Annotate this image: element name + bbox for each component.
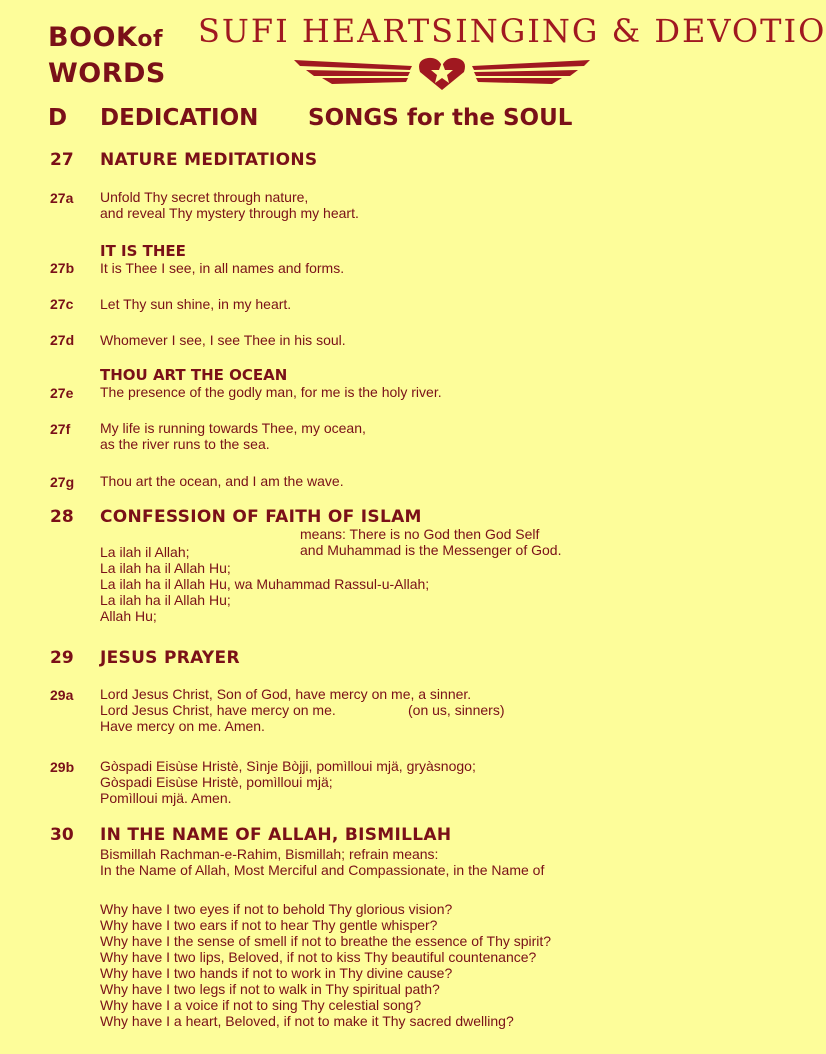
verse-line: Why have I two legs if not to walk in Thy spiritual path? xyxy=(100,981,440,997)
verse-number-29b: 29b xyxy=(50,759,75,775)
meaning-line: and Muhammad is the Messenger of God. xyxy=(300,542,562,558)
section-title: DEDICATION xyxy=(100,105,259,131)
subtitle-it-is-thee: IT IS THEE xyxy=(100,242,186,260)
book-word: BOOK xyxy=(48,22,138,53)
verse-line: Lord Jesus Christ, have mercy on me. xyxy=(100,702,336,718)
verse-line: Allah Hu; xyxy=(100,608,157,624)
verse-27f xyxy=(100,420,366,452)
winged-heart-icon xyxy=(292,52,592,92)
verse-line: Let Thy sun shine, in my heart. xyxy=(100,296,292,312)
words-title: WORDS xyxy=(48,58,166,89)
verse-number-27a: 27a xyxy=(50,190,74,206)
verse-line: Why have I a voice if not to sing Thy celestial song? xyxy=(100,997,422,1013)
verse-line: La ilah ha il Allah Hu; xyxy=(100,592,231,608)
verse-line: Why have I a heart, Beloved, if not to make it Thy sacred dwelling? xyxy=(100,1013,514,1029)
section-letter: D xyxy=(48,105,68,131)
verse-line: Unfold Thy secret through nature, xyxy=(100,189,309,205)
verse-29a-note: (on us, sinners) xyxy=(408,702,505,718)
song-title-27: NATURE MEDITATIONS xyxy=(100,150,318,170)
book-title xyxy=(48,22,163,55)
subtitle-thou-art-the-ocean: THOU ART THE OCEAN xyxy=(100,366,288,384)
verse-line: as the river runs to the sea. xyxy=(100,436,270,452)
verse-line: Gòspadi Eisùse Hristè, pomìlloui mjä; xyxy=(100,774,333,790)
verse-line: My life is running towards Thee, my ocean, xyxy=(100,420,366,436)
verse-number-27d: 27d xyxy=(50,332,75,348)
verse-number-27c: 27c xyxy=(50,296,74,312)
song-number-29: 29 xyxy=(50,648,74,668)
of-word: of xyxy=(137,27,164,52)
song-title-28: CONFESSION OF FAITH OF ISLAM xyxy=(100,507,422,527)
verse-line: La ilah ha il Allah Hu; xyxy=(100,560,231,576)
meaning-line: means: There is no God then God Self xyxy=(300,526,540,542)
verse-line: Have mercy on me. Amen. xyxy=(100,718,265,734)
song-number-30: 30 xyxy=(50,825,74,845)
verse-27a xyxy=(100,189,359,221)
verse-27e xyxy=(100,384,442,400)
song-number-28: 28 xyxy=(50,507,74,527)
verse-number-27b: 27b xyxy=(50,260,75,276)
verse-29b xyxy=(100,758,476,806)
intro-30 xyxy=(100,846,544,878)
verse-line: Why have I two lips, Beloved, if not to kiss Thy beautiful countenance? xyxy=(100,949,537,965)
verse-line: Gòspadi Eisùse Hristè, Sìnje Bòjji, pomìlloui mjä, gryàsnogo; xyxy=(100,758,476,774)
verse-line: La ilah il Allah; xyxy=(100,544,190,560)
verse-number-27e: 27e xyxy=(50,385,74,401)
verse-line: and reveal Thy mystery through my heart. xyxy=(100,205,359,221)
verse-line: Whomever I see, I see Thee in his soul. xyxy=(100,332,346,348)
verse-line: La ilah ha il Allah Hu, wa Muhammad Rassul-u-Allah; xyxy=(100,576,430,592)
verse-line: Why have I two hands if not to work in Thy divine cause? xyxy=(100,965,453,981)
verse-line: Why have I two eyes if not to behold Thy glorious vision? xyxy=(100,901,453,917)
section-subtitle: SONGS for the SOUL xyxy=(308,105,573,131)
verse-27g xyxy=(100,473,344,489)
verse-number-27g: 27g xyxy=(50,474,75,490)
verse-line: The presence of the godly man, for me is the holy river. xyxy=(100,384,442,400)
verse-number-27f: 27f xyxy=(50,421,71,437)
intro-line: In the Name of Allah, Most Merciful and Compassionate, in the Name of xyxy=(100,862,545,878)
verse-line: It is Thee I see, in all names and forms. xyxy=(100,260,345,276)
verse-30 xyxy=(100,901,551,1029)
verse-line: Thou art the ocean, and I am the wave. xyxy=(100,473,344,489)
song-number-27: 27 xyxy=(50,150,74,170)
verse-line: Why have I the sense of smell if not to breathe the essence of Thy spirit? xyxy=(100,933,552,949)
verse-28 xyxy=(100,544,429,624)
banner-title: SUFI HEARTSINGING & DEVOTIO xyxy=(198,12,826,50)
verse-line: Why have I two ears if not to hear Thy gentle whisper? xyxy=(100,917,438,933)
song-title-29: JESUS PRAYER xyxy=(100,648,240,668)
intro-line: Bismillah Rachman-e-Rahim, Bismillah; refrain means: xyxy=(100,846,439,862)
verse-27b xyxy=(100,260,344,276)
verse-27d xyxy=(100,332,346,348)
song-title-30: IN THE NAME OF ALLAH, BISMILLAH xyxy=(100,825,452,845)
verse-line: Lord Jesus Christ, Son of God, have mercy on me, a sinner. xyxy=(100,686,472,702)
verse-line: Pomìlloui mjä. Amen. xyxy=(100,790,232,806)
verse-number-29a: 29a xyxy=(50,687,74,703)
verse-27c xyxy=(100,296,291,312)
